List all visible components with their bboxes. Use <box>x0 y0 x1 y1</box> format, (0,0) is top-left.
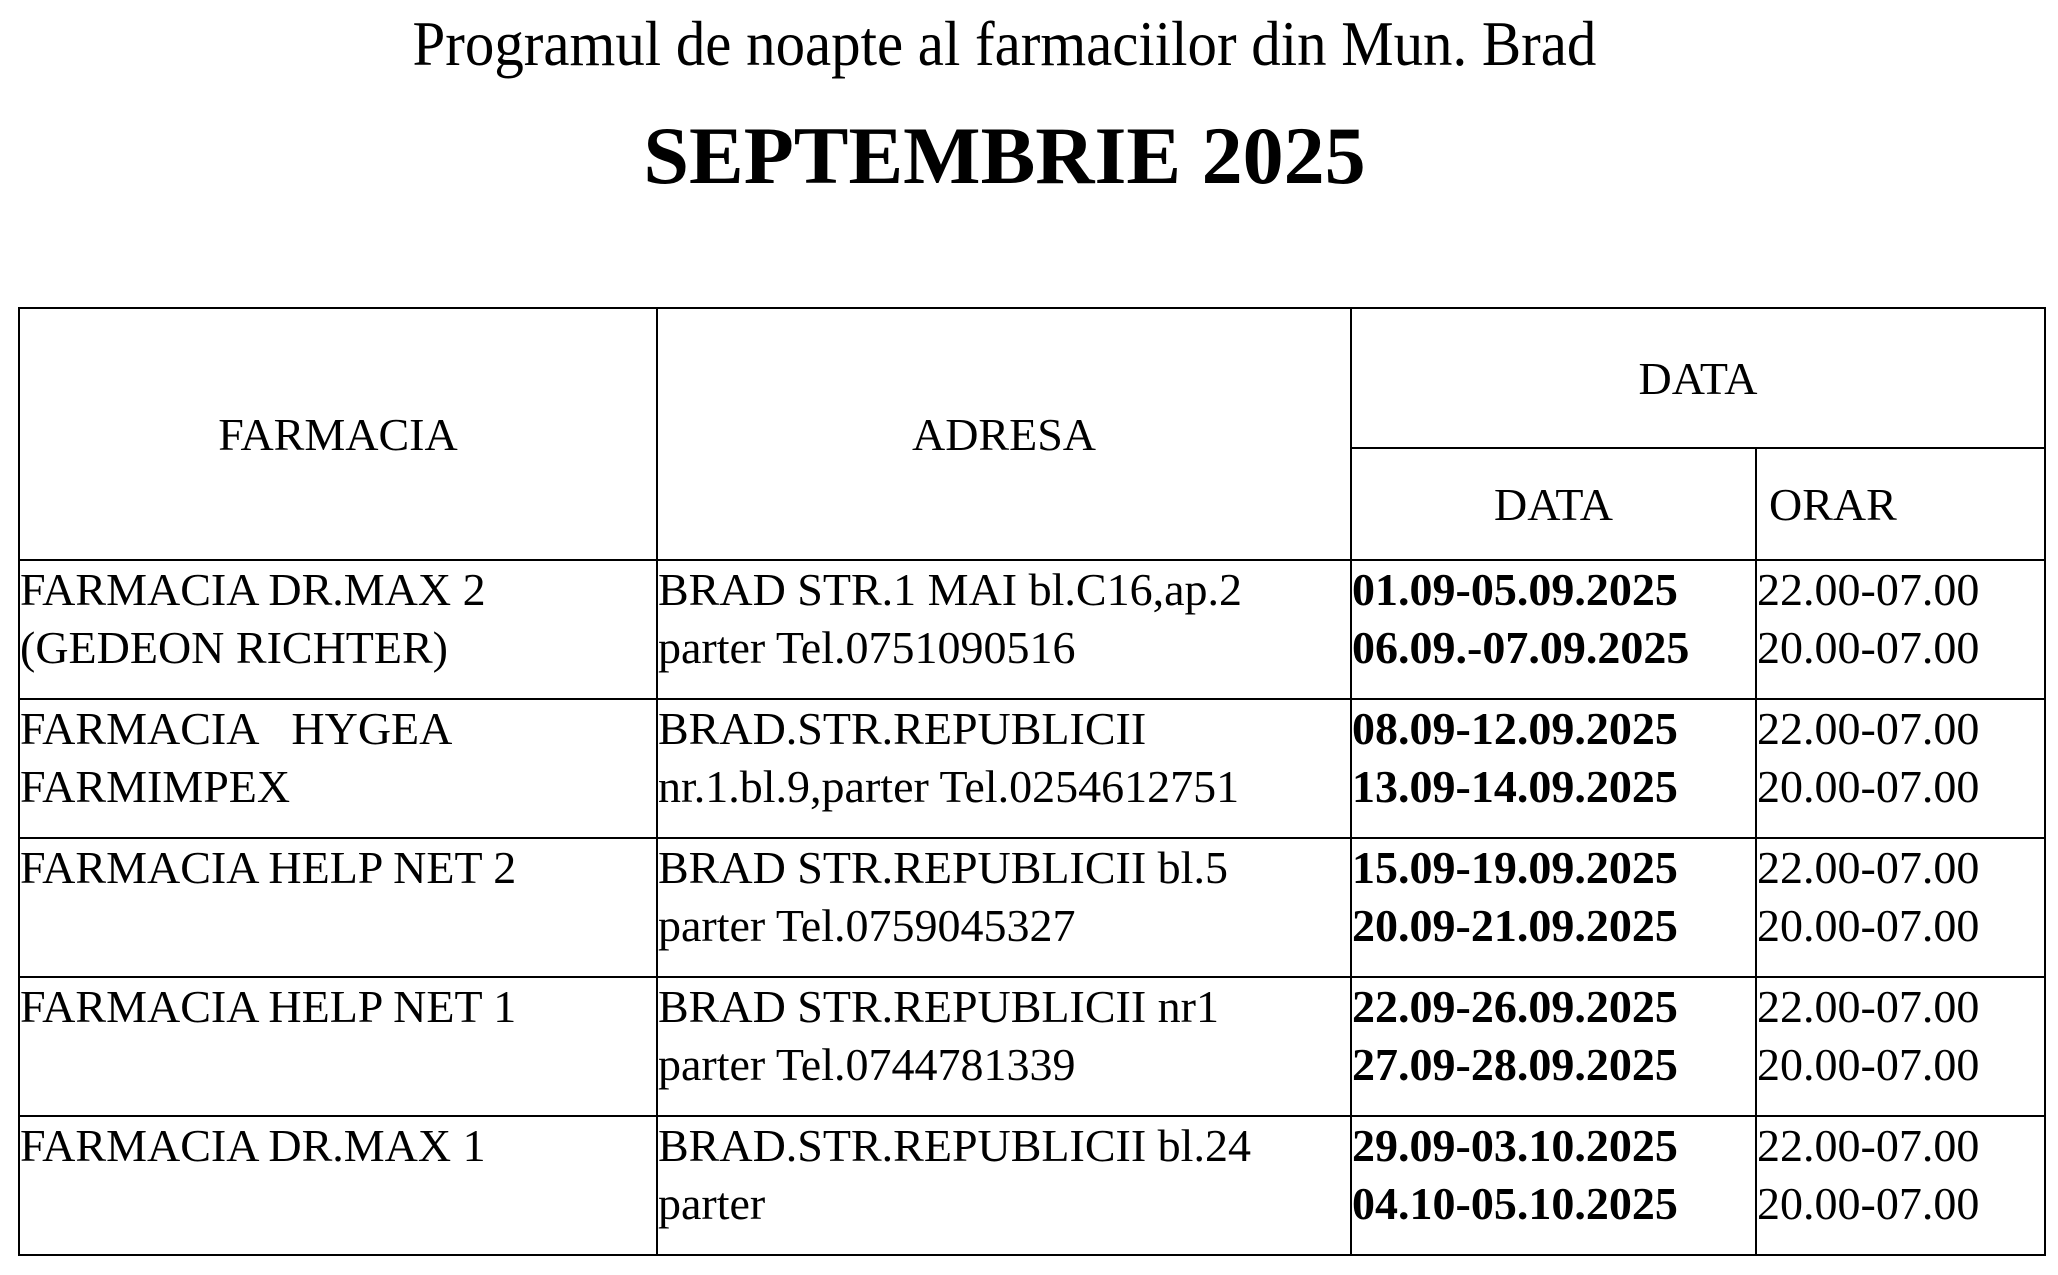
hours-cell <box>1756 1116 2045 1255</box>
pharmacy-name-cell <box>19 1116 657 1255</box>
address-line: parter <box>658 1178 766 1229</box>
pharmacy-name-line <box>20 1175 656 1233</box>
address-cell <box>657 1116 1351 1255</box>
table-header-row <box>19 308 2045 448</box>
hours-range: 22.00-07.00 <box>1757 981 1980 1032</box>
address-line: parter Tel.0744781339 <box>658 1039 1076 1090</box>
date-range: 27.09-28.09.2025 <box>1352 1039 1678 1090</box>
date-range-cell <box>1351 560 1756 699</box>
table-row <box>19 838 2045 977</box>
table-row <box>19 699 2045 838</box>
address-line: BRAD STR.REPUBLICII nr1 <box>658 981 1219 1032</box>
date-range: 06.09.-07.09.2025 <box>1352 622 1690 673</box>
date-range: 15.09-19.09.2025 <box>1352 842 1678 893</box>
address-line: BRAD STR.1 MAI bl.C16,ap.2 <box>658 564 1242 615</box>
hours-cell <box>1756 560 2045 699</box>
hours-cell <box>1756 977 2045 1116</box>
header-farmacia: FARMACIA <box>19 308 657 560</box>
pharmacy-schedule-table <box>18 307 2046 1256</box>
hours-range: 20.00-07.00 <box>1757 622 1980 673</box>
date-range: 29.09-03.10.2025 <box>1352 1120 1678 1171</box>
date-range: 01.09-05.09.2025 <box>1352 564 1678 615</box>
date-range: 13.09-14.09.2025 <box>1352 761 1678 812</box>
date-range: 04.10-05.10.2025 <box>1352 1178 1678 1229</box>
address-cell <box>657 560 1351 699</box>
pharmacy-name-line: FARMACIA DR.MAX 2 <box>20 564 486 615</box>
pharmacy-name-cell <box>19 699 657 838</box>
pharmacy-name-line: (GEDEON RICHTER) <box>20 622 448 673</box>
address-line: BRAD STR.REPUBLICII bl.5 <box>658 842 1228 893</box>
hours-cell <box>1756 838 2045 977</box>
pharmacy-name-line: FARMIMPEX <box>20 761 291 812</box>
address-line: parter Tel.0751090516 <box>658 622 1076 673</box>
address-cell <box>657 838 1351 977</box>
document-title: SEPTEMBRIE 2025 <box>643 110 1366 201</box>
date-range-cell <box>1351 699 1756 838</box>
hours-cell <box>1756 699 2045 838</box>
date-range-cell <box>1351 838 1756 977</box>
header-orar: ORAR <box>1756 448 2045 560</box>
pharmacy-name-cell <box>19 977 657 1116</box>
hours-range: 20.00-07.00 <box>1757 761 1980 812</box>
table-row <box>19 560 2045 699</box>
date-range-cell <box>1351 1116 1756 1255</box>
hours-range: 22.00-07.00 <box>1757 842 1980 893</box>
header-data-group: DATA <box>1351 308 2045 448</box>
pharmacy-name-cell <box>19 560 657 699</box>
address-line: nr.1.bl.9,parter Tel.0254612751 <box>658 761 1240 812</box>
address-line: BRAD.STR.REPUBLICII bl.24 <box>658 1120 1251 1171</box>
header-adresa: ADRESA <box>657 308 1351 560</box>
pharmacy-name-line: FARMACIA HELP NET 2 <box>20 842 517 893</box>
pharmacy-name-line <box>20 897 656 955</box>
hours-range: 20.00-07.00 <box>1757 1039 1980 1090</box>
date-range: 22.09-26.09.2025 <box>1352 981 1678 1032</box>
document-subtitle: Programul de noapte al farmaciilor din Mun. Brad <box>412 8 1597 79</box>
pharmacy-name-cell <box>19 838 657 977</box>
pharmacy-name-line: FARMACIA HELP NET 1 <box>20 981 517 1032</box>
date-range: 20.09-21.09.2025 <box>1352 900 1678 951</box>
hours-range: 22.00-07.00 <box>1757 1120 1980 1171</box>
hours-range: 22.00-07.00 <box>1757 564 1980 615</box>
address-cell <box>657 977 1351 1116</box>
date-range: 08.09-12.09.2025 <box>1352 703 1678 754</box>
pharmacy-name-line: FARMACIA HYGEA <box>20 703 453 754</box>
pharmacy-name-line <box>20 1036 656 1094</box>
address-line: parter Tel.0759045327 <box>658 900 1076 951</box>
pharmacy-name-line: FARMACIA DR.MAX 1 <box>20 1120 486 1171</box>
hours-range: 20.00-07.00 <box>1757 1178 1980 1229</box>
address-line: BRAD.STR.REPUBLICII <box>658 703 1147 754</box>
hours-range: 20.00-07.00 <box>1757 900 1980 951</box>
table-row <box>19 977 2045 1116</box>
table-row <box>19 1116 2045 1255</box>
address-cell <box>657 699 1351 838</box>
hours-range: 22.00-07.00 <box>1757 703 1980 754</box>
header-data: DATA <box>1351 448 1756 560</box>
date-range-cell <box>1351 977 1756 1116</box>
